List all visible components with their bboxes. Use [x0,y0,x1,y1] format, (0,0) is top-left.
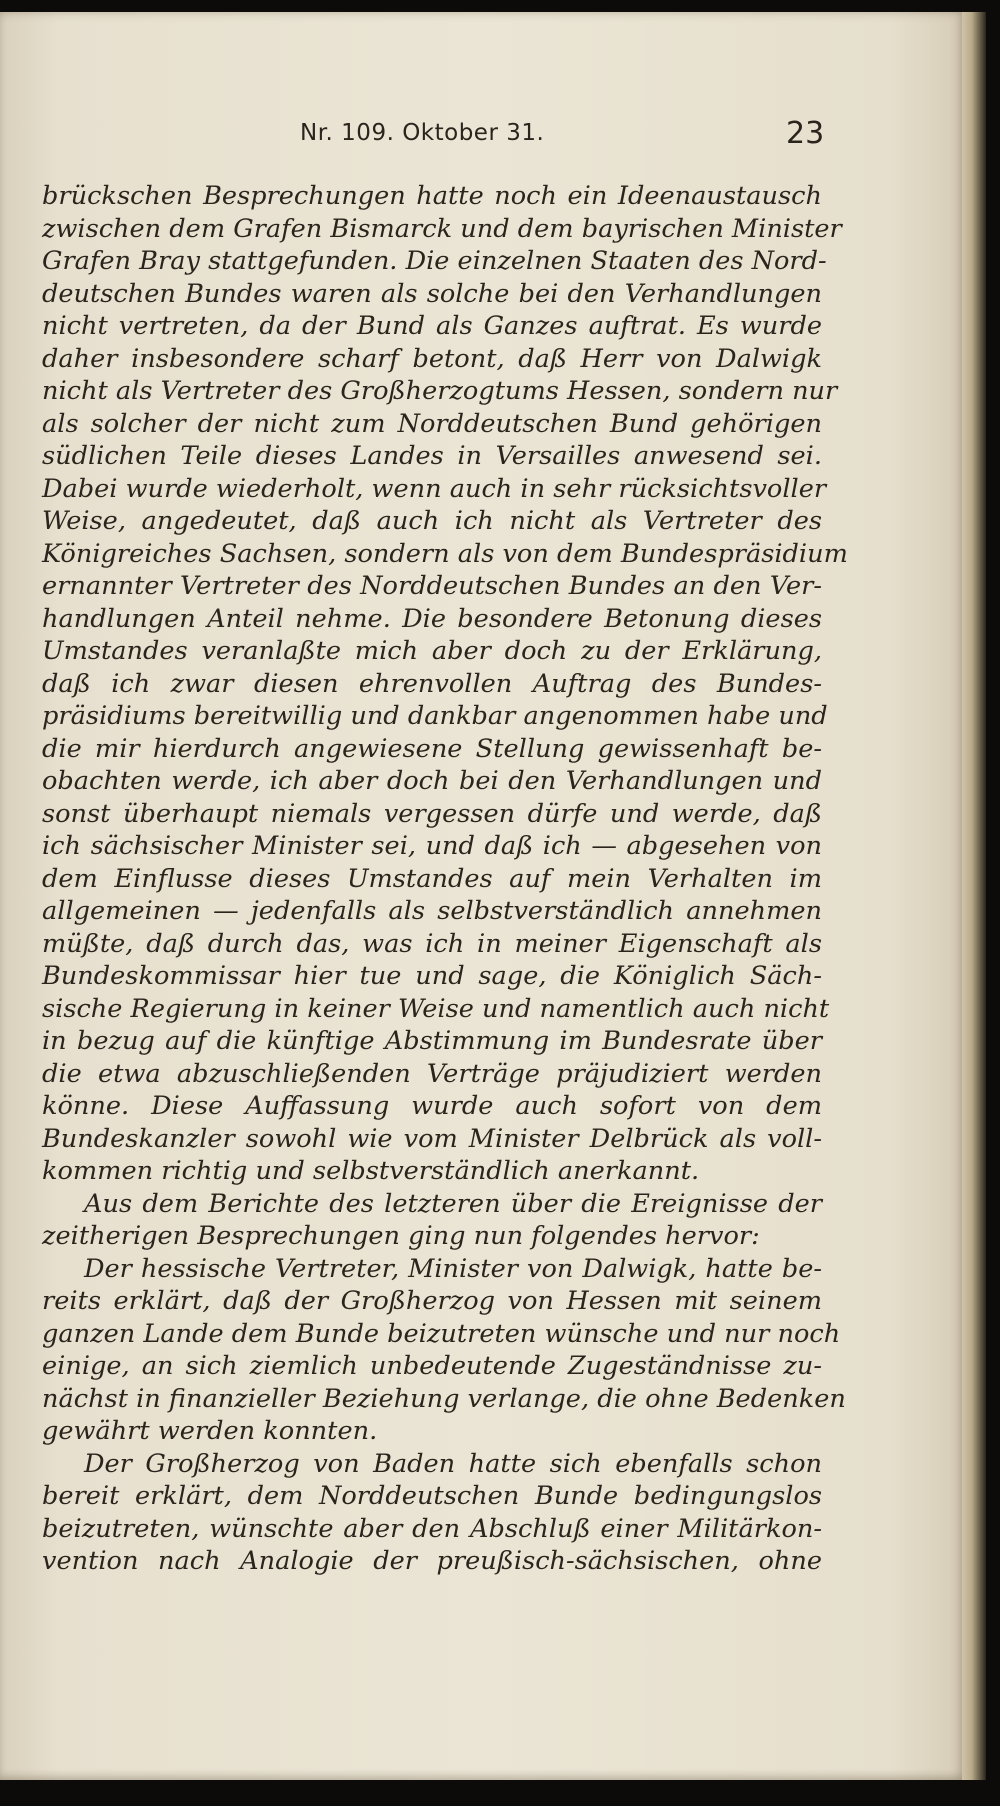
text-line: Der hessische Vertreter, Minister von Dalwigk, hatte be- [84,1253,822,1284]
page-edge [962,12,986,1780]
running-head [0,116,966,160]
text-line: Bundeskanzler sowohl wie vom Minister Delbrück als voll- [42,1123,822,1154]
text-line: südlichen Teile dieses Landes in Versailles anwesend sei. [42,441,822,471]
text-line: Aus dem Berichte des letzteren über die Ereignisse der [84,1188,822,1219]
text-line: sische Regierung in keiner Weise und namentlich auch nicht [42,993,830,1024]
text-line: nicht als Vertreter des Großherzogtums Hessen, sondern nur [42,376,838,406]
text-line: brückschen Besprechungen hatte noch ein Ideenaustausch [42,181,822,211]
text-line: Weise, angedeutet, daß auch ich nicht als Vertreter des [42,506,822,536]
text-line: ganzen Lande dem Bunde beizutreten wünsche und nur noch [42,1318,841,1349]
text-line: Bundeskommissar hier tue und sage, die Königlich Säch- [42,961,822,991]
text-line: zeitherigen Besprechungen ging nun folgendes hervor: [42,1221,760,1251]
text-line: einige, an sich ziemlich unbedeutende Zugeständnisse zu- [42,1351,822,1381]
text-line: Umstandes veranlaßte mich aber doch zu der Erklärung, [42,636,822,666]
text-line: zwischen dem Grafen Bismarck und dem bayrischen Minister [42,213,842,244]
text-line: daher insbesondere scharf betont, daß Herr von Dalwigk [42,343,822,374]
text-line: Der Großherzog von Baden hatte sich ebenfalls schon [84,1448,822,1479]
running-head-title: Nr. 109. Oktober 31. [300,120,545,146]
text-line: beizutreten, wünschte aber den Abschluß einer Militärkon- [42,1513,822,1544]
page-number: 23 [786,116,825,151]
body-text [42,180,848,1578]
text-line: nächst in finanzieller Beziehung verlange, die ohne Bedenken [42,1383,846,1414]
text-line: könne. Diese Auffassung wurde auch sofort von dem [42,1091,822,1121]
text-line: Dabei wurde wiederholt, wenn auch in sehr rücksichtsvoller [42,473,827,504]
text-line: vention nach Analogie der preußisch-sächsischen, ohne [42,1546,822,1576]
text-line: die mir hierdurch angewiesene Stellung gewissenhaft be- [42,733,822,764]
text-line: als solcher der nicht zum Norddeutschen Bund gehörigen [42,408,822,439]
text-line: allgemeinen — jedenfalls als selbstverständlich annehmen [42,896,822,926]
text-line: in bezug auf die künftige Abstimmung im Bundesrate über [42,1026,822,1056]
text-line: nicht vertreten, da der Bund als Ganzes auftrat. Es wurde [42,311,822,341]
text-line: ernannter Vertreter des Norddeutschen Bundes an den Ver- [42,571,822,601]
text-line: daß ich zwar diesen ehrenvollen Auftrag des Bundes- [42,668,822,699]
text-line: Grafen Bray stattgefunden. Die einzelnen Staaten des Nord- [42,246,827,276]
text-line: Königreiches Sachsen, sondern als von dem Bundespräsidium [42,538,848,569]
text-line: dem Einflusse dieses Umstandes auf mein Verhalten im [42,863,822,894]
text-line: obachten werde, ich aber doch bei den Verhandlungen und [42,766,822,796]
text-line: deutschen Bundes waren als solche bei den Verhandlungen [42,278,822,309]
text-line: reits erklärt, daß der Großherzog von Hessen mit seinem [42,1286,822,1316]
text-line: handlungen Anteil nehme. Die besondere Betonung dieses [42,603,822,634]
text-line: kommen richtig und selbstverständlich anerkannt. [42,1156,700,1186]
text-line: müßte, daß durch das, was ich in meiner Eigenschaft als [42,928,822,959]
text-line: ich sächsischer Minister sei, und daß ich — abgesehen von [42,831,822,861]
text-line: gewährt werden konnten. [42,1416,378,1446]
book-page [0,12,966,1780]
text-line: präsidiums bereitwillig und dankbar angenommen habe und [42,701,828,731]
text-line: sonst überhaupt niemals vergessen dürfe und werde, daß [42,798,822,829]
text-line: bereit erklärt, dem Norddeutschen Bunde bedingungslos [42,1481,822,1511]
text-line: die etwa abzuschließenden Verträge präjudiziert werden [42,1058,822,1089]
